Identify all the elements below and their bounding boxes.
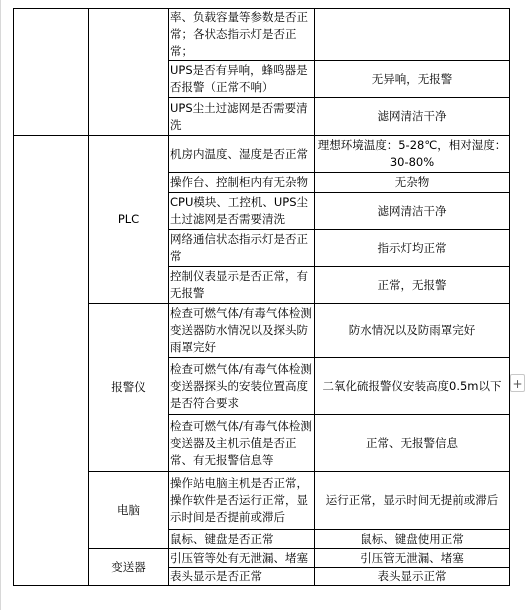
device-name-transmitter: 变送器 <box>89 549 169 586</box>
check-result: 引压管无泄漏、堵塞 <box>315 549 510 568</box>
check-item: CPU模块、工控机、UPS尘土过滤网是否需要清洗 <box>169 193 315 230</box>
check-item: 引压管等处有无泄漏、堵塞 <box>169 549 315 568</box>
device-name-computer: 电脑 <box>89 472 169 549</box>
check-result: 鼠标、键盘使用正常 <box>315 530 510 549</box>
check-result: 无杂物 <box>315 173 510 193</box>
page-edge <box>0 0 1 610</box>
device-name-alarm: 报警仪 <box>89 304 169 472</box>
check-item: 检查可燃气体/有毒气体检测变送器及主机示值是否正常、有无报警信息等 <box>169 415 315 472</box>
check-item: 鼠标、键盘是否正常 <box>169 530 315 549</box>
check-item: 机房内温度、湿度是否正常 <box>169 136 315 173</box>
check-item: UPS是否有异响，蜂鸣器是否报警（正常不响） <box>169 61 315 98</box>
check-item: 检查可燃气体/有毒气体检测变送器防水情况以及探头防雨罩完好 <box>169 304 315 358</box>
check-item: 率、负载容量等参数是否正常；各状态指示灯是否正常； <box>169 9 315 61</box>
check-result: 指示灯均正常 <box>315 230 510 267</box>
table-row <box>14 549 510 568</box>
check-result: 运行正常，显示时间无提前或滞后 <box>315 472 510 530</box>
add-icon[interactable]: + <box>510 374 525 392</box>
check-result: 滤网清洁干净 <box>315 98 510 136</box>
device-name-plc: PLC <box>89 136 169 304</box>
check-result: 滤网清洁干净 <box>315 193 510 230</box>
check-result: 无异响，无报警 <box>315 61 510 98</box>
check-result: 理想环境温度：5-28℃，相对湿度：30-80% <box>315 136 510 173</box>
check-item: 网络通信状态指示灯是否正常 <box>169 230 315 267</box>
check-result: 表头显示正常 <box>315 568 510 586</box>
category-cell <box>14 136 89 586</box>
inspection-table <box>13 8 510 586</box>
table-row <box>14 472 510 530</box>
table-row <box>14 9 510 61</box>
check-item: 操作台、控制柜内有无杂物 <box>169 173 315 193</box>
check-item: UPS尘土过滤网是否需要清洗 <box>169 98 315 136</box>
check-result <box>315 9 510 61</box>
check-result: 二氧化硫报警仪安装高度0.5m以下 <box>315 358 510 415</box>
category-cell <box>14 9 89 136</box>
check-item: 控制仪表显示是否正常，有无报警 <box>169 267 315 304</box>
table-row <box>14 136 510 173</box>
check-item: 操作站电脑主机是否正常，操作软件是否运行正常，显示时间是否提前或滞后 <box>169 472 315 530</box>
check-result: 正常，无报警 <box>315 267 510 304</box>
check-item: 检查可燃气体/有毒气体检测变送器探头的安装位置高度是否符合要求 <box>169 358 315 415</box>
table-row <box>14 304 510 358</box>
check-item: 表头显示是否正常 <box>169 568 315 586</box>
device-cell <box>89 9 169 136</box>
check-result: 防水情况以及防雨罩完好 <box>315 304 510 358</box>
check-result: 正常、无报警信息 <box>315 415 510 472</box>
